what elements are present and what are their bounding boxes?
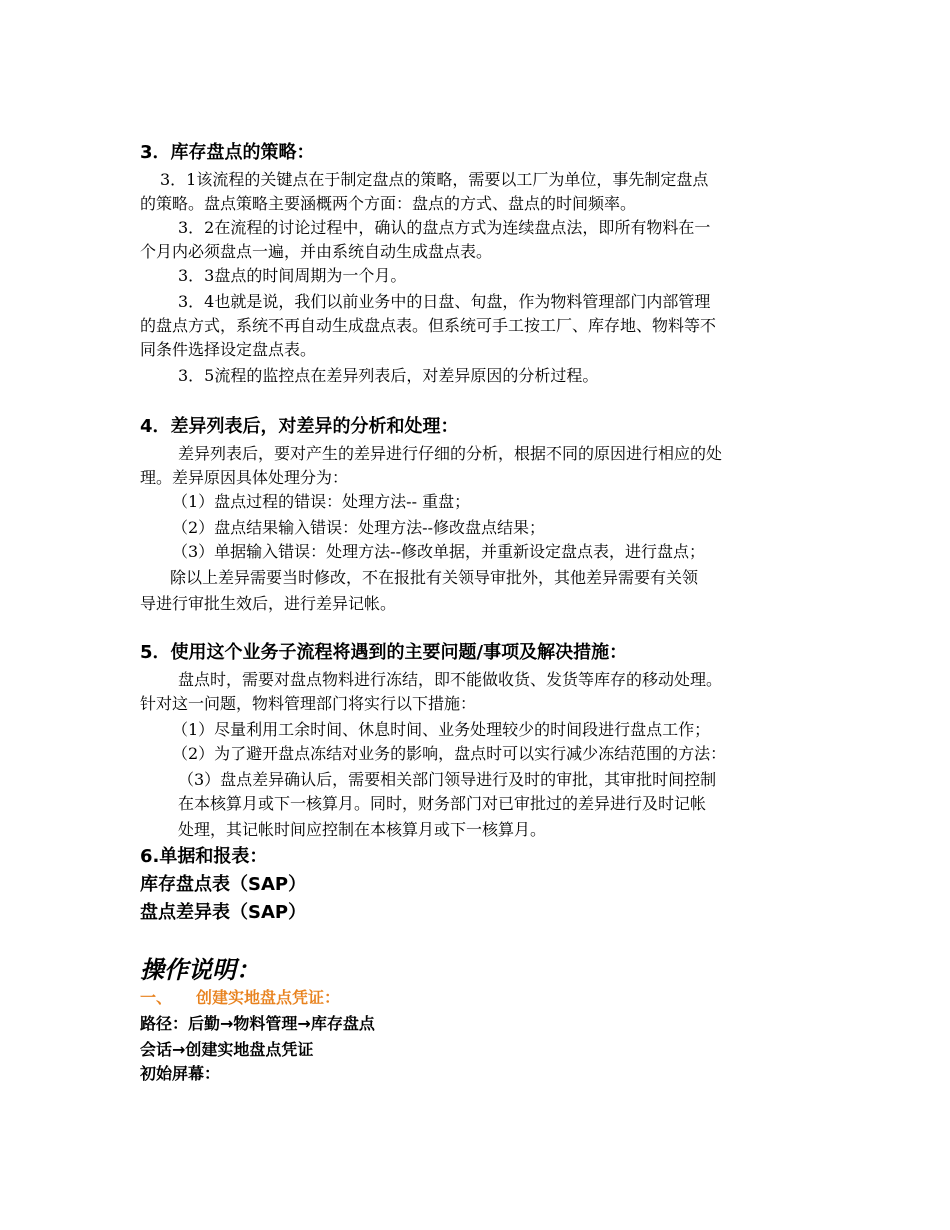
section4-line: 差异列表后，要对产生的差异进行仔细的分析，根据不同的原因进行相应的处 [178,444,723,463]
section4-line: 除以上差异需要当时修改，不在报批有关领导审批外，其他差异需要有关领 [170,568,699,587]
initial-screen-label: 初始屏幕： [140,1064,221,1083]
section3-line: 同条件选择设定盘点表。 [140,340,317,359]
section5-line: 在本核算月或下一核算月。同时，财务部门对已审批过的差异进行及时记帐 [178,794,707,813]
section4-line: （3）单据输入错误：处理方法--修改单据，并重新设定盘点表，进行盘点； [172,542,705,561]
section4-line: （1）盘点过程的错误：处理方法-- 重盘； [172,492,471,511]
step-title: 创建实地盘点凭证： [196,988,341,1007]
section5-line: （3）盘点差异确认后，需要相关部门领导进行及时的审批，其审批时间控制 [178,770,717,789]
section3-line: 3．3盘点的时间周期为一个月。 [178,266,407,285]
section6-heading: 6.单据和报表： [140,846,268,867]
report-item: 盘点差异表（SAP） [140,902,307,923]
ops-title: 操作说明： [140,956,260,984]
section5-line: 针对这一问题，物料管理部门将实行以下措施： [140,694,477,713]
section4-line: 导进行审批生效后，进行差异记帐。 [140,594,397,613]
report-item: 库存盘点表（SAP） [140,874,307,895]
section3-line: 个月内必须盘点一遍，并由系统自动生成盘点表。 [140,242,493,261]
section3-line: 的策略。盘点策略主要涵概两个方面：盘点的方式、盘点的时间频率。 [140,194,637,213]
section5-line: （2）为了避开盘点冻结对业务的影响，盘点时可以实行减少冻结范围的方法： [172,744,727,763]
section4-heading: 4．差异列表后，对差异的分析和处理： [140,416,459,437]
section3-line: 3．4也就是说，我们以前业务中的日盘、旬盘，作为物料管理部门内部管理 [178,292,711,311]
step-number: 一、 [140,988,173,1007]
session-path: 会话→创建实地盘点凭证 [140,1040,314,1059]
nav-path: 路径：后勤→物料管理→库存盘点 [140,1014,375,1033]
section3-heading: 3．库存盘点的策略： [140,142,315,163]
section4-line: 理。差异原因具体处理分为： [140,468,349,487]
section3-line: 3．1该流程的关键点在于制定盘点的策略，需要以工厂为单位，事先制定盘点 [160,170,709,189]
section5-heading: 5．使用这个业务子流程将遇到的主要问题/事项及解决措施： [140,642,628,663]
section5-line: 处理，其记帐时间应控制在本核算月或下一核算月。 [178,820,547,839]
section3-line: 3．2在流程的讨论过程中，确认的盘点方式为连续盘点法，即所有物料在一 [178,218,711,237]
section5-line: 盘点时，需要对盘点物料进行冻结，即不能做收货、发货等库存的移动处理。 [178,670,723,689]
section5-line: （1）尽量利用工余时间、休息时间、业务处理较少的时间段进行盘点工作； [172,720,711,739]
section3-line: 的盘点方式，系统不再自动生成盘点表。但系统可手工按工厂、库存地、物料等不 [140,316,717,335]
section4-line: （2）盘点结果输入错误：处理方法--修改盘点结果； [172,518,545,537]
section3-line: 3．5流程的监控点在差异列表后，对差异原因的分析过程。 [178,366,599,385]
